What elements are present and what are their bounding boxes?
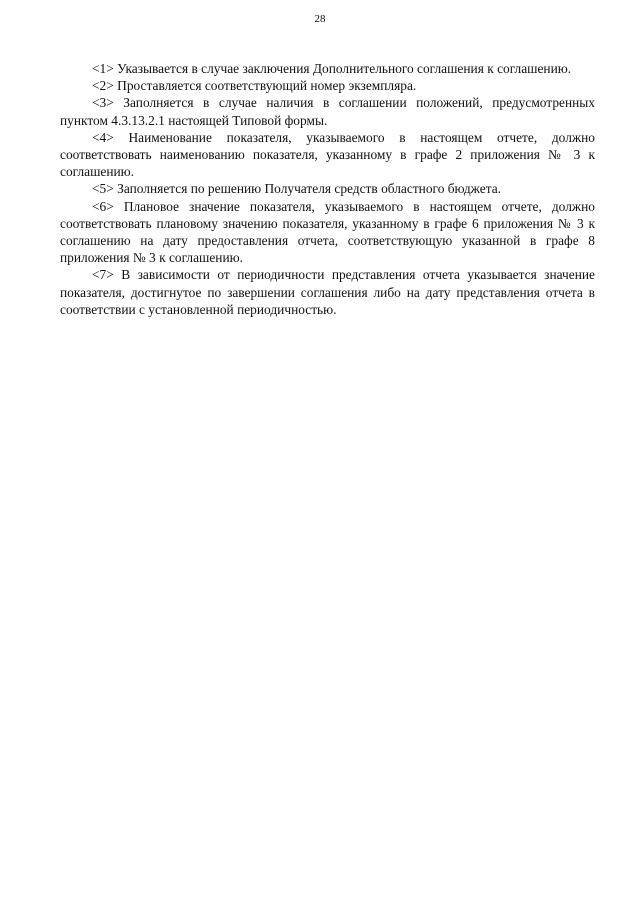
footnotes-section <box>60 60 595 318</box>
footnote-5: <5> Заполняется по решению Получателя средств областного бюджета. <box>92 181 502 197</box>
footnote-7: <7> В зависимости от периодичности представления отчета указывается значение показателя, достигнутое по завершении соглашения либо на дату представления отчета в соответствии с установленной периодичностью. <box>60 267 595 317</box>
footnote-3: <3> Заполняется в случае наличия в соглашении положений, предусмотренных пунктом 4.3.13.2.1 настоящей Типовой формы. <box>60 95 595 128</box>
footnote-1: <1> Указывается в случае заключения Дополнительного соглашения к соглашению. <box>92 61 572 76</box>
footnote-2: <2> Проставляется соответствующий номер экземпляра. <box>92 78 417 94</box>
footnote-4: <4> Наименование показателя, указываемого в настоящем отчете, должно соответствовать наименованию показателя, указанному в графе 2 приложения № 3 к соглашению. <box>60 129 595 180</box>
footnote-6: <6> Плановое значение показателя, указываемого в настоящем отчете, должно соответствовать плановому значению показателя, указанному в графе 6 приложения № 3 к соглашению на дату предоставления отчета, соответствующую указанной в графе 8 приложения № 3 к соглашению. <box>60 198 595 266</box>
page-number: 28 <box>314 13 326 25</box>
